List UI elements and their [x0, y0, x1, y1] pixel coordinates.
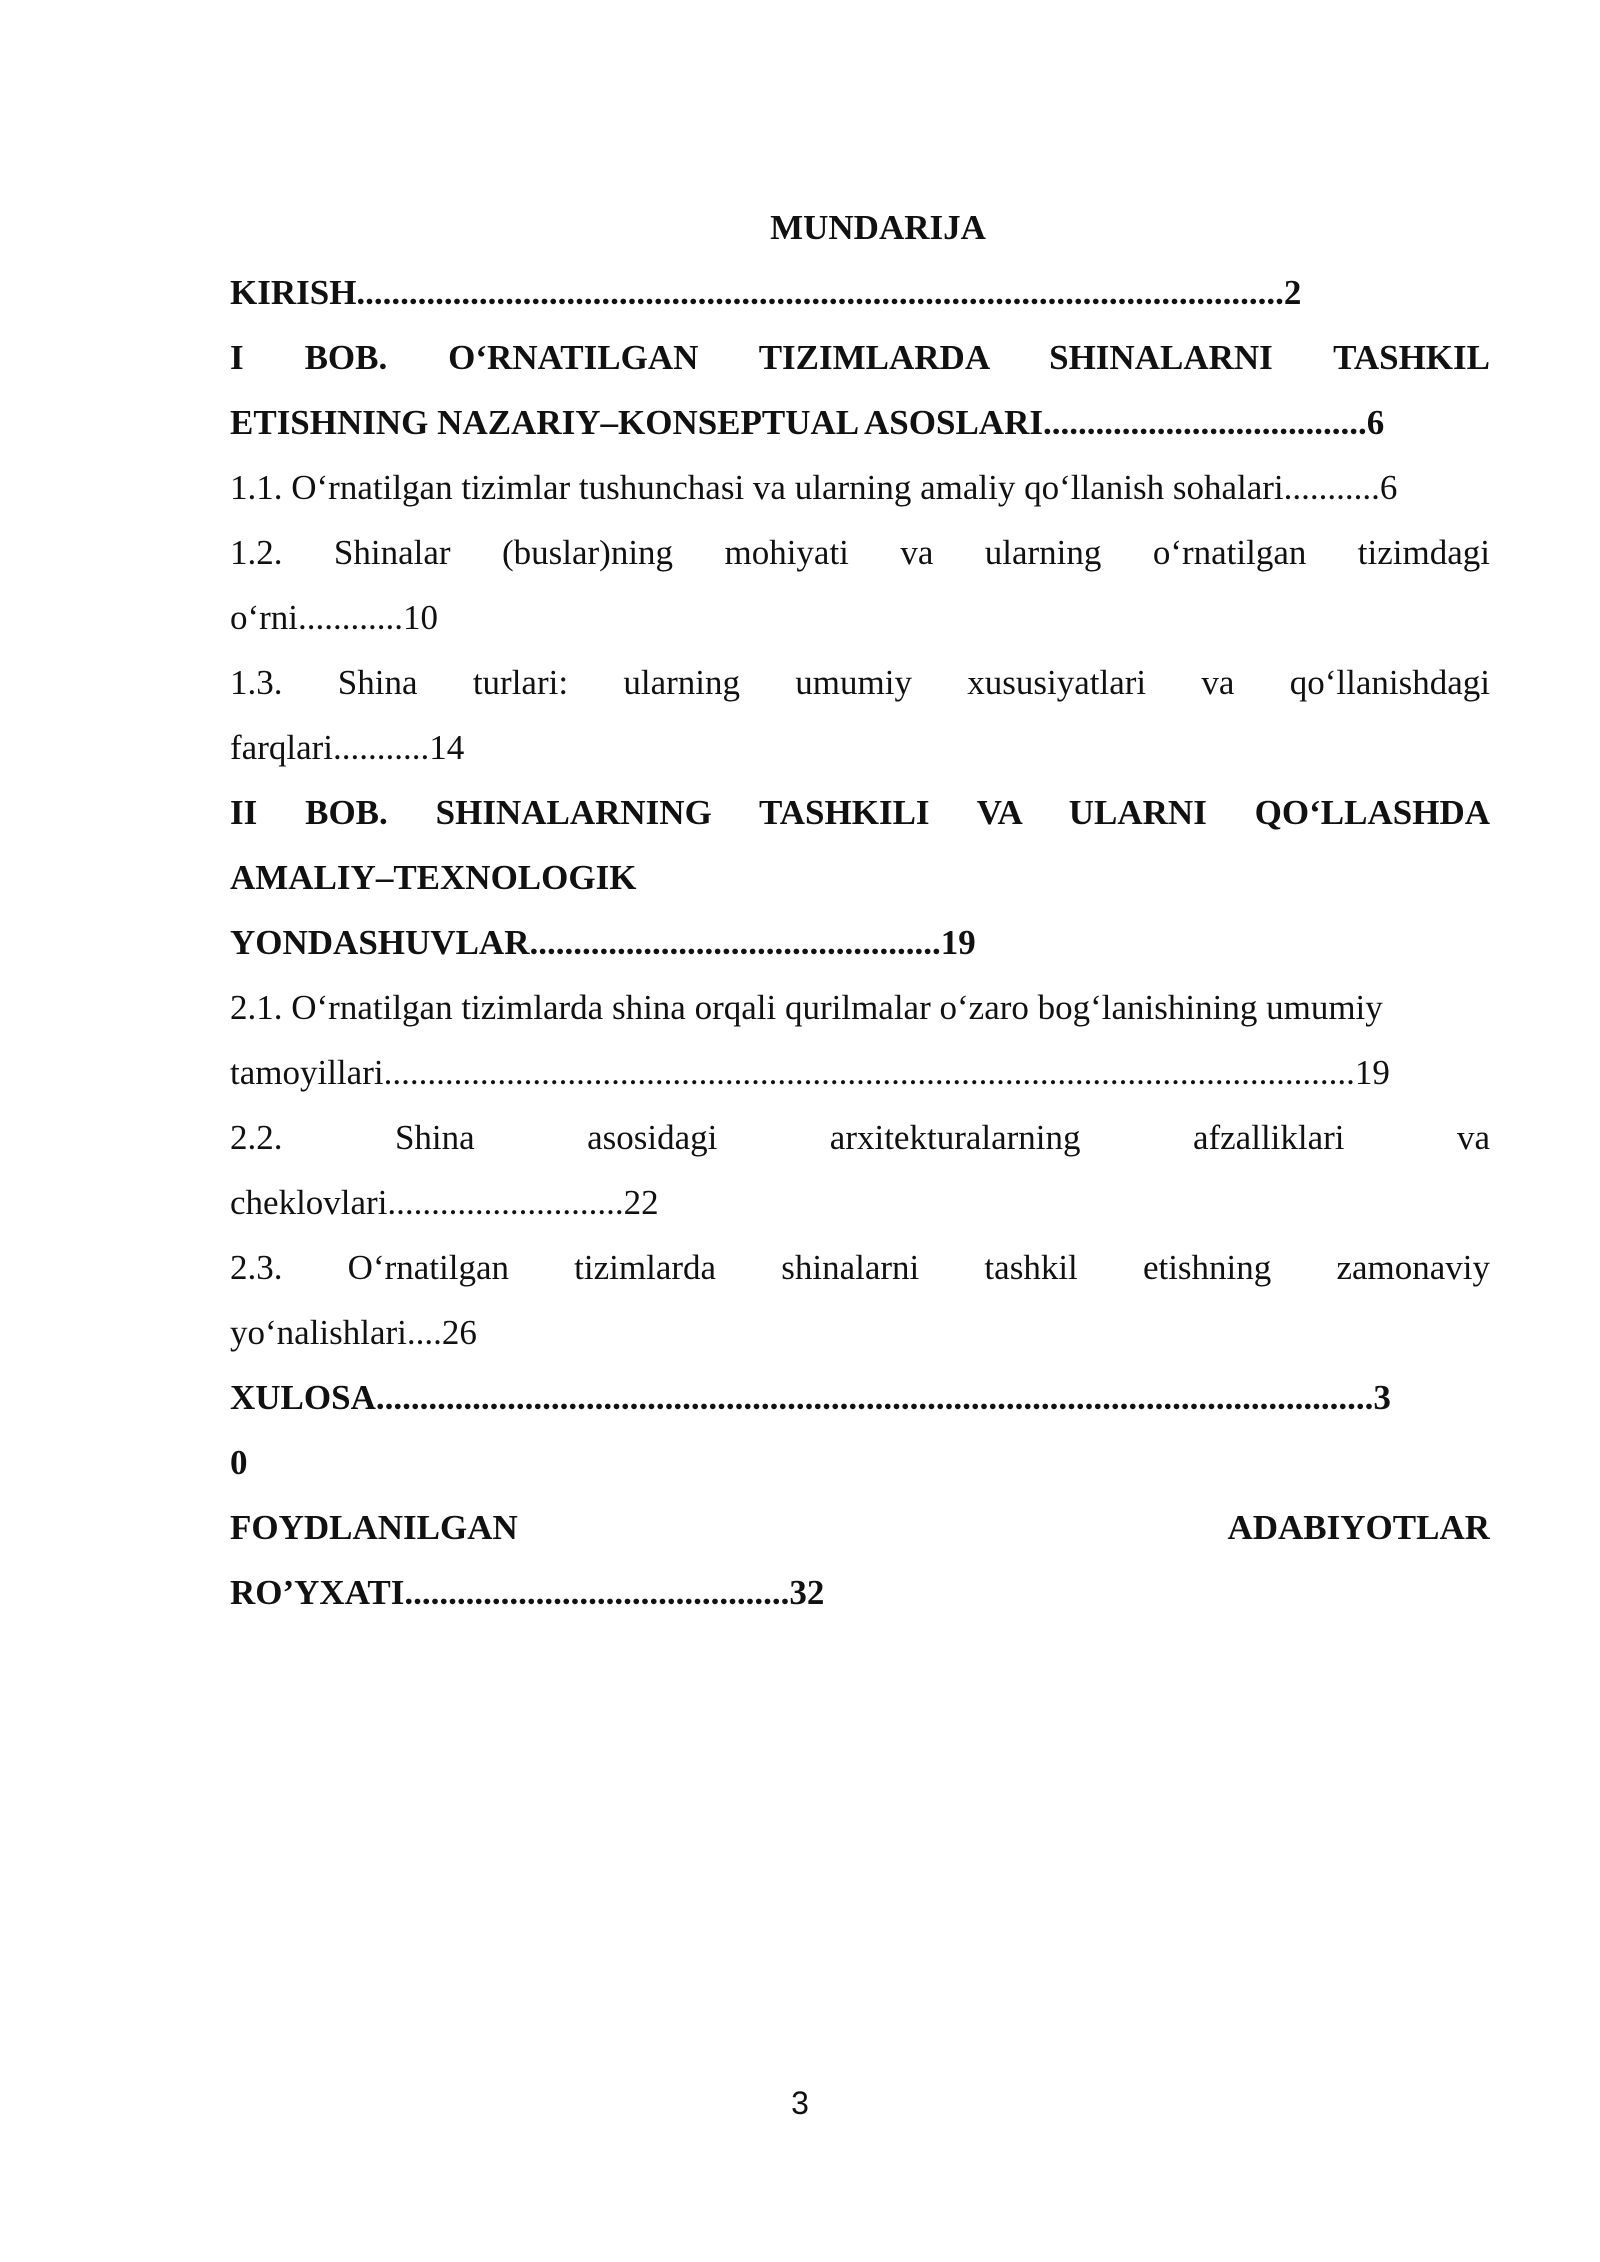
toc-chapter-2-heading: II BOB. SHINALARNING TASHKILI VA ULARNI QO‘LLASHDA [230, 793, 1490, 832]
page-number: 3 [791, 2085, 809, 2121]
toc-entry-references: FOYDLANILGAN ADABIYOTLAR [230, 1508, 1490, 1547]
toc-entry-2-3-cont: yo‘nalishlari....26 [230, 1313, 477, 1352]
toc-entry-1-3-cont: farqlari...........14 [230, 728, 465, 767]
toc-entry-2-2: 2.2. Shina asosidagi arxitekturalarning afzalliklari va [230, 1118, 1490, 1157]
toc-entry-references-cont: RO’YXATI............................................32 [230, 1573, 825, 1612]
toc-entry-1-2-cont: o‘rni............10 [230, 598, 439, 637]
toc-chapter-1-heading-cont: ETISHNING NAZARIY–KONSEPTUAL ASOSLARI.....................................6 [230, 403, 1385, 442]
toc-entry-2-1: 2.1. O‘rnatilgan tizimlarda shina orqali qurilmalar o‘zaro bog‘lanishining umumiy [230, 988, 1383, 1027]
toc-entry-1-1: 1.1. O‘rnatilgan tizimlar tushunchasi va ularning amaliy qo‘llanish sohalari...........6 [230, 468, 1398, 507]
toc-entry-kirish: KIRISH..........................................................................................................2 [230, 273, 1302, 312]
toc-chapter-2-heading-cont2: YONDASHUVLAR...............................................19 [230, 923, 976, 962]
toc-chapter-1-heading: I BOB. O‘RNATILGAN TIZIMLARDA SHINALARNI TASHKIL [230, 338, 1490, 377]
toc-entry-1-2: 1.2. Shinalar (buslar)ning mohiyati va ularning o‘rnatilgan tizimdagi [230, 533, 1490, 572]
toc-entry-1-3: 1.3. Shina turlari: ularning umumiy xususiyatlari va qo‘llanishdagi [230, 663, 1490, 702]
toc-entry-xulosa: XULOSA..................................................................................................................3 [230, 1378, 1391, 1417]
toc-chapter-2-heading-cont: AMALIY–TEXNOLOGIK [230, 858, 637, 897]
toc-entry-2-2-cont: cheklovlari...........................22 [230, 1183, 659, 1222]
table-of-contents [230, 195, 1490, 1625]
toc-entry-2-3: 2.3. O‘rnatilgan tizimlarda shinalarni tashkil etishning zamonaviy [230, 1248, 1490, 1287]
toc-title: MUNDARIJA [770, 208, 986, 247]
toc-entry-2-1-cont: tamoyillari...............................................................................................................19 [230, 1053, 1390, 1092]
toc-entry-xulosa-cont: 0 [230, 1443, 248, 1482]
